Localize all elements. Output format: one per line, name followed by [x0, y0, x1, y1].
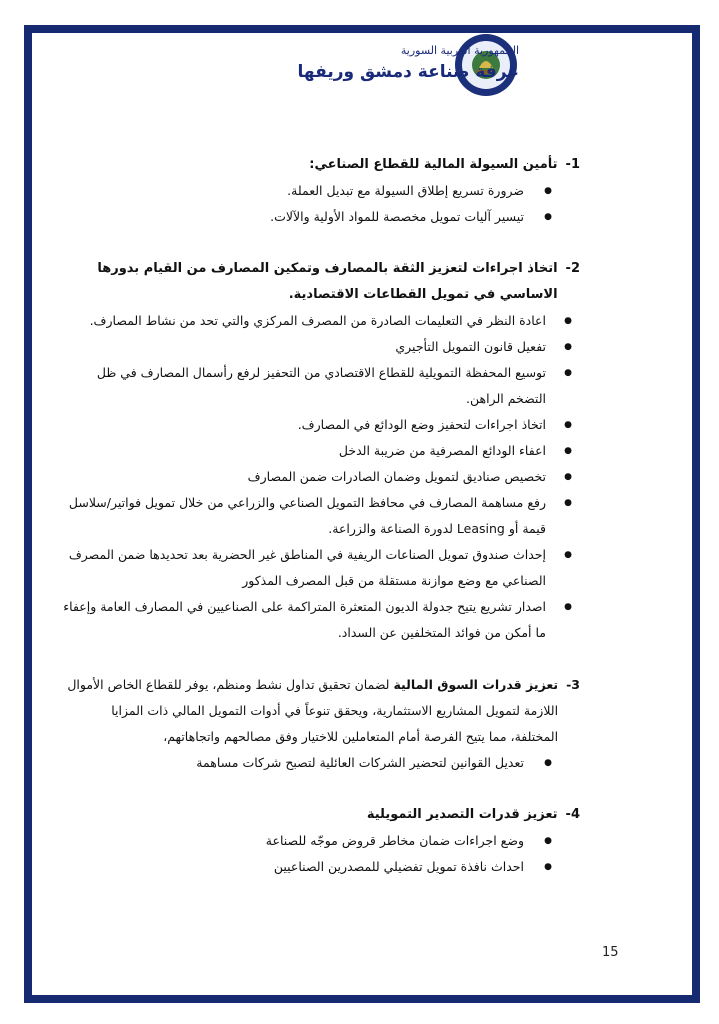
list-item: ● اتخاذ اجراءات لتحفيز وضع الودائع في المصارف. — [60, 412, 580, 438]
list-item: ● رفع مساهمة المصارف في محافظ التمويل الصناعي والزراعي من خلال تمويل فواتير/سلاسل قيمة أو Leasing لدورة الصناعة والزراعة. — [60, 490, 580, 542]
section-title: تعزيز قدرات السوق المالية — [393, 677, 559, 692]
country-name: الجمهورية العربية السورية — [400, 44, 519, 57]
section-1 — [60, 152, 580, 230]
list-item: ● تيسير آليات تمويل مخصصة للمواد الأولية والآلات. — [60, 204, 580, 230]
letterhead — [219, 44, 519, 94]
document-body — [60, 152, 580, 880]
section-title: تأمين السيولة المالية للقطاع الصناعي: — [309, 157, 558, 172]
section-number: 2- — [565, 261, 580, 276]
list-item: ● ضرورة تسريع إطلاق السيولة مع تبديل العملة. — [60, 178, 580, 204]
section-title: تعزيز قدرات التصدير التمويلية — [366, 807, 558, 822]
list-item: ● اعفاء الودائع المصرفية من ضريبة الدخل — [60, 438, 580, 464]
list-item: ● اصدار تشريع يتيح جدولة الديون المتعثرة المتراكمة على الصناعيين في المصارف العامة وإعفاء ما أمكن من فوائد المتخلفين عن السداد. — [60, 594, 580, 646]
list-item: ● وضع اجراءات ضمان مخاطر قروض موجّه للصناعة — [60, 828, 580, 854]
list-item: ● اعادة النظر في التعليمات الصادرة من المصرف المركزي والتي تحد من نشاط المصارف. — [60, 308, 580, 334]
list-item: ● احداث نافذة تمويل تفضيلي للمصدرين الصناعيين — [60, 854, 580, 880]
section-number: 3- — [566, 677, 580, 692]
section-3 — [60, 672, 580, 776]
list-item: ● تفعيل قانون التمويل التأجيري — [60, 334, 580, 360]
list-item: ● تخصيص صناديق لتمويل وضمان الصادرات ضمن المصارف — [60, 464, 580, 490]
list-item: ● توسيع المحفظة التمويلية للقطاع الاقتصادي من التحفيز لرفع رأسمال المصارف في ظل التضخم الراهن. — [60, 360, 580, 412]
page-number: 15 — [602, 945, 619, 960]
section-title: اتخاذ اجراءات لتعزيز الثقة بالمصارف وتمكين المصارف من القيام بدورها الاساسي في تمويل القطاعات الاقتصادية. — [97, 261, 558, 302]
list-item: ● تعديل القوانين لتحضير الشركات العائلية لتصبح شركات مساهمة — [60, 750, 580, 776]
section-number: 1- — [565, 157, 580, 172]
organization-name: غرفة صناعة دمشق وريفها — [297, 62, 519, 82]
section-number: 4- — [565, 807, 580, 822]
section-text: لضمان تحقيق تداول نشط ومنظم، يوفر للقطاع الخاص الأموال اللازمة لتمويل المشاريع الاستثمارية، ويحقق تنوعاً في أدوات التمويل المالي ذات المزايا المختلفة، مما يتيح الفرصة أمام المتعاملين للاختيار وفق مصالحهم واتجاهاتهم، — [67, 677, 559, 744]
list-item: ● إحداث صندوق تمويل الصناعات الريفية في المناطق غير الحضرية بعد تحديدها ضمن المصرف الصناعي مع وضع موازنة مستقلة من قبل المصرف المذكور — [60, 542, 580, 594]
section-2 — [60, 256, 580, 646]
section-4 — [60, 802, 580, 880]
